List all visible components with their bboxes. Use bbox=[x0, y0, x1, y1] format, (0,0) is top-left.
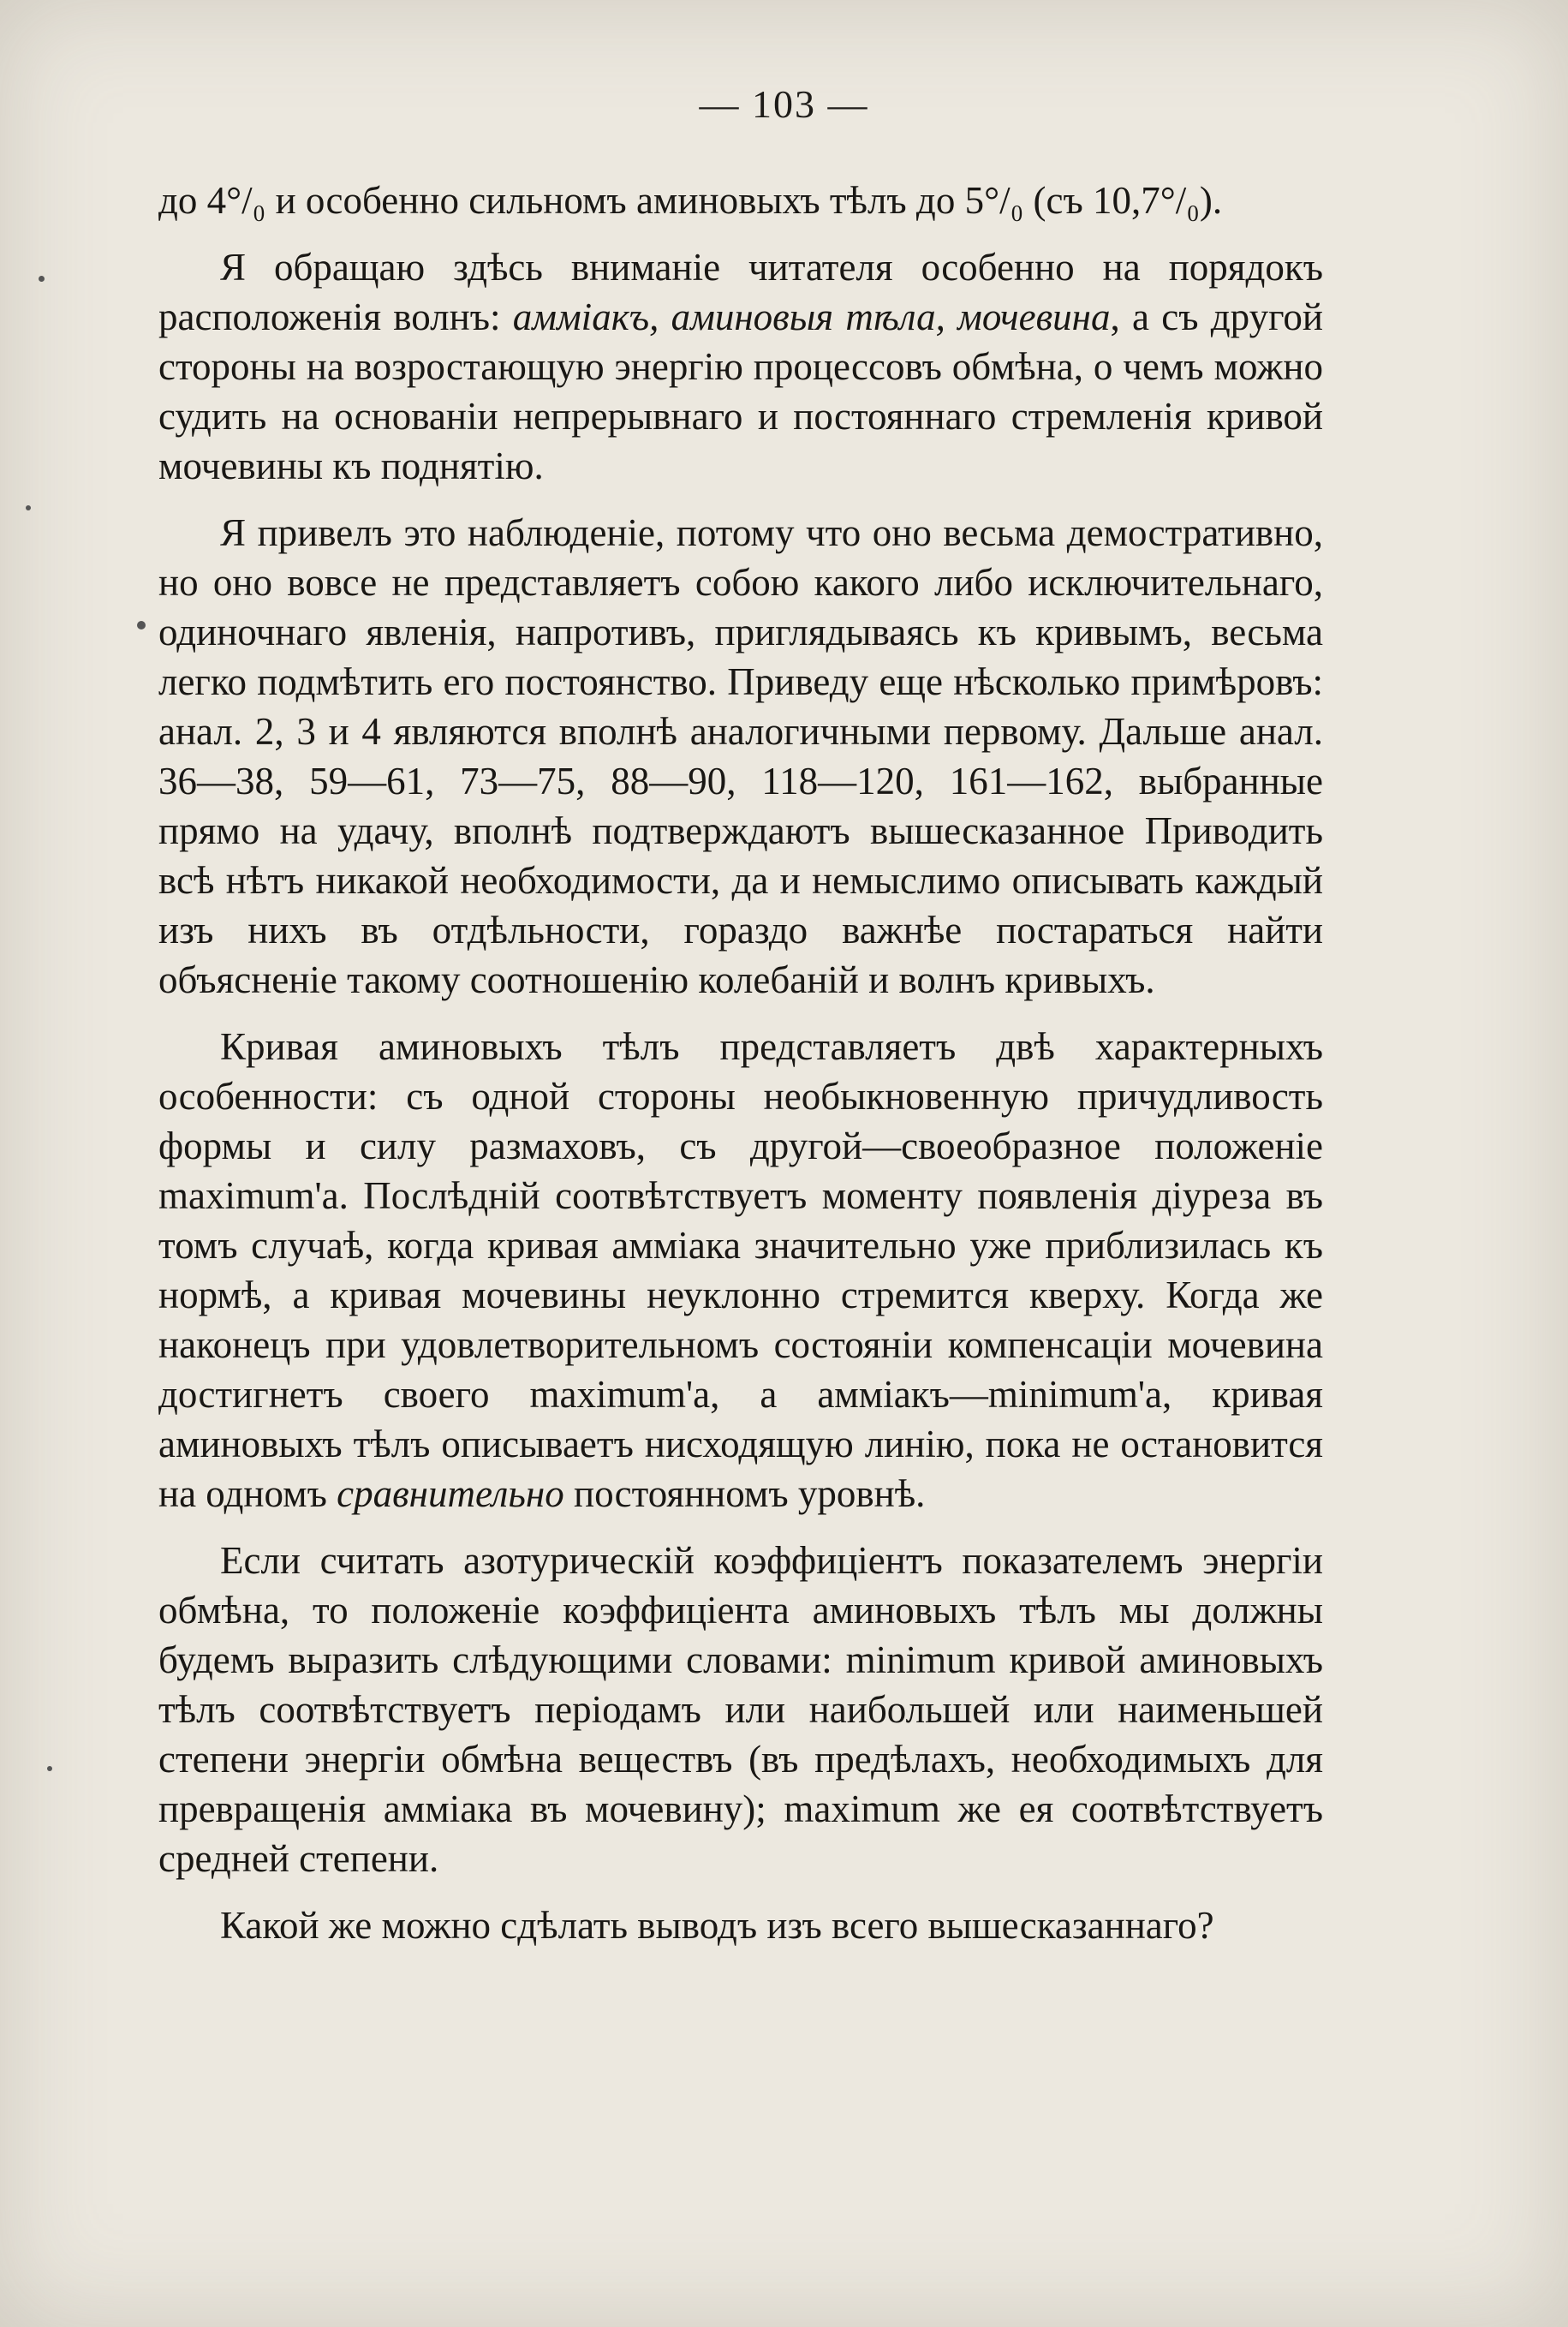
paragraph bbox=[158, 242, 1323, 491]
text-segment: Я привелъ это наблюденіе, потому что оно весьма демостративно, но оно вовсе не представляетъ собою какого либо исключительнаго, одиночнаго явленія, напротивъ, приглядываясь къ кривымъ, весьма легко подмѣтить его постоянство. Приведу еще нѣсколько примѣровъ: анал. 2, 3 и 4 являются вполнѣ аналогичными первому. Дальше анал. 36—38, 59—61, 73—75, 88—90, 118—120, 161—162, выбранные прямо на удачу, вполнѣ подтверждаютъ вышесказанное Приводить всѣ нѣтъ никакой необходимости, да и немыслимо описывать каждый изъ нихъ въ отдѣльности, гораздо важнѣе постараться найти объясненіе такому соотношенію колебаній и волнъ кривыхъ. bbox=[158, 511, 1323, 1001]
paper-speck bbox=[137, 621, 146, 629]
paragraph bbox=[158, 1900, 1323, 1950]
text-segment: Я обращаю здѣсь вниманіе читателя особенно на порядокъ расположенія волнъ: bbox=[158, 246, 1323, 338]
text-segment: Кривая аминовыхъ тѣлъ представляетъ двѣ характерныхъ особенности: съ одной стороны необыкновенную причудливость формы и силу размаховъ, съ другой—своеобразное положеніе maximum'а. Послѣдній соотвѣтствуетъ моменту появленія діуреза въ томъ случаѣ, когда кривая амміака значительно уже приблизилась къ нормѣ, а кривая мочевины неуклонно стремится кверху. Когда же наконецъ при удовлетворительномъ состояніи компенсаціи мочевина достигнетъ своего maximum'а, а амміакъ—minimum'а, кривая аминовыхъ тѣлъ описываетъ нисходящую линію, пока не остановится на одномъ bbox=[158, 1025, 1323, 1515]
paper-speck bbox=[39, 276, 45, 282]
paper-speck bbox=[26, 505, 31, 510]
paragraph bbox=[158, 176, 1323, 225]
page-body-text bbox=[158, 176, 1323, 1950]
italic-text-segment: сравнительно bbox=[337, 1472, 564, 1515]
text-segment: , а съ другой стороны на возростающую энергію процессовъ обмѣна, о чемъ можно судить на основаніи непрерывнаго и постояннаго стремленія кривой мочевины къ поднятію. bbox=[158, 295, 1323, 487]
text-segment: постоянномъ уровнѣ. bbox=[563, 1472, 926, 1515]
paragraph bbox=[158, 1022, 1323, 1519]
text-segment: Какой же можно сдѣлать выводъ изъ всего вышесказаннаго? bbox=[220, 1904, 1214, 1947]
page-number: — 103 — bbox=[699, 82, 869, 126]
text-segment: до 4°/₀ и особенно сильномъ аминовыхъ тѣлъ до 5°/₀ (съ 10,7°/₀). bbox=[158, 179, 1223, 222]
paragraph bbox=[158, 1536, 1323, 1883]
text-segment: Если считать азотурическій коэффиціентъ показателемъ энергіи обмѣна, то положеніе коэффиціента аминовыхъ тѣлъ мы должны будемъ выразить слѣдующими словами: minimum кривой аминовыхъ тѣлъ соотвѣтствуетъ періодамъ или наибольшей или наименьшей степени энергіи обмѣна веществъ (въ предѣлахъ, необходимыхъ для превращенія амміака въ мочевину); maximum же ея соотвѣтствуетъ средней степени. bbox=[158, 1539, 1323, 1880]
italic-text-segment: амміакъ, аминовыя тѣла, мочевина bbox=[512, 295, 1111, 338]
paragraph bbox=[158, 508, 1323, 1005]
paper-speck bbox=[47, 1766, 52, 1771]
